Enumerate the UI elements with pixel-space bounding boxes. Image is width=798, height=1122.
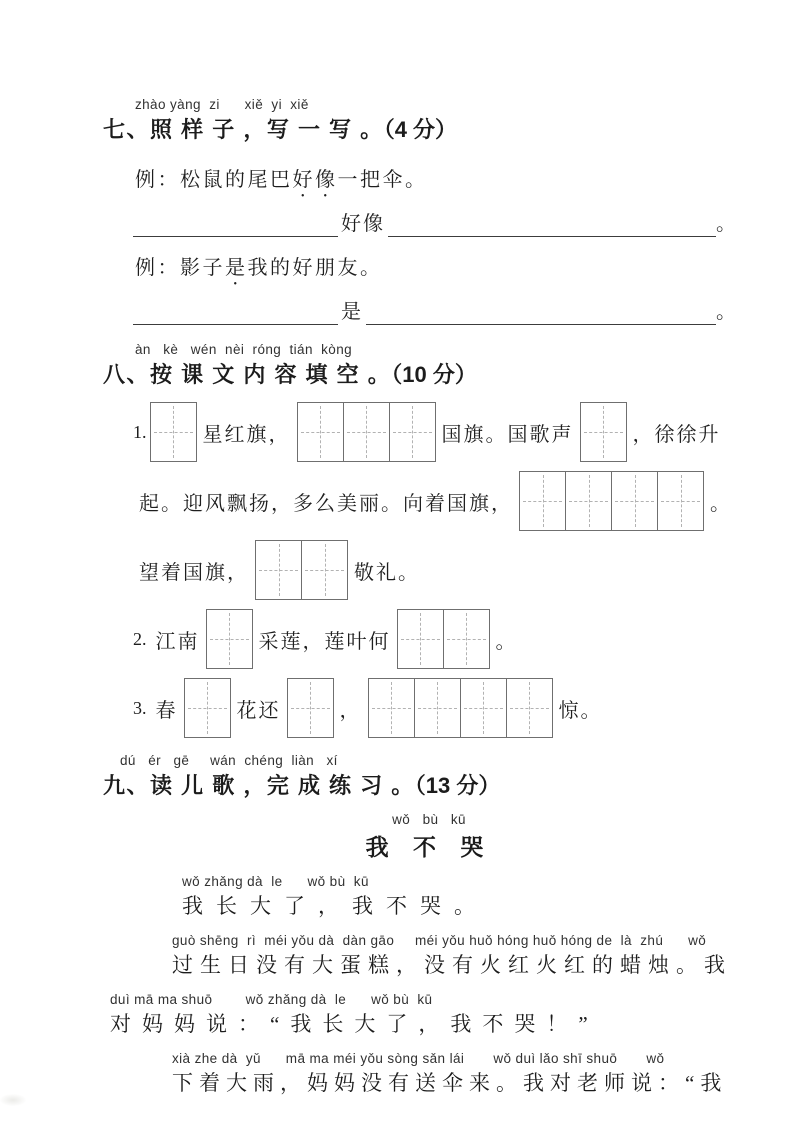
answer-box[interactable]	[443, 610, 489, 668]
answer-box[interactable]	[288, 679, 333, 737]
answer-blank[interactable]	[133, 298, 338, 325]
question-text: 江南	[155, 630, 200, 653]
answer-box[interactable]	[657, 472, 703, 530]
poem-line-4	[172, 1050, 798, 1098]
poem-line-4-pinyin: xià zhe dà yǔ mā ma méi yǒu sòng sǎn lái wǒ duì lǎo shī shuō wǒ	[172, 1051, 665, 1066]
fill1-period: 。	[716, 213, 736, 235]
fill2-connector: 是	[341, 301, 363, 323]
example1-emphasized: 好像	[292, 169, 338, 191]
answer-box-group[interactable]	[287, 678, 334, 738]
answer-blank[interactable]	[133, 210, 338, 237]
section8-title	[103, 360, 798, 390]
answer-box-group[interactable]	[184, 678, 231, 738]
question-text: 。	[495, 630, 518, 653]
poem-title-pinyin: wǒ bù kū	[392, 812, 466, 827]
question-text: ，徐徐升	[632, 423, 721, 446]
answer-box[interactable]	[414, 679, 460, 737]
fill-row-1	[133, 210, 736, 237]
question-text: 起。迎风飘扬，多么美丽。向着国旗，	[139, 492, 513, 515]
answer-box[interactable]	[185, 679, 230, 737]
poem-line-3-pinyin: duì mā ma shuō wǒ zhǎng dà le wǒ bù kū	[110, 992, 433, 1007]
answer-box-group[interactable]	[255, 540, 348, 600]
answer-box[interactable]	[301, 541, 347, 599]
answer-box-group[interactable]	[297, 402, 436, 462]
question-text: 国旗。国歌声	[441, 423, 574, 446]
section8-title-text: 八、按 课 文 内 容 填 空 。	[103, 362, 392, 387]
poem-line-2-text: 过生日没有大蛋糕，没有火红火红的蜡烛。我	[172, 953, 732, 977]
question1-line2	[133, 471, 798, 531]
question-text: 敬礼。	[354, 561, 420, 584]
question-number: 1.	[133, 421, 147, 442]
example-sentence-2	[135, 253, 798, 290]
poem-title: 我 不 哭	[365, 834, 493, 860]
section8-points: （10 分）	[391, 362, 477, 387]
section9-title	[103, 771, 798, 801]
section7-title	[103, 115, 798, 145]
question-text: 望着国旗，	[139, 561, 249, 584]
example2-pre: 例：影子	[135, 257, 225, 279]
poem-line-4-text: 下着大雨，妈妈没有送伞来。我对老师说：“我	[172, 1071, 728, 1095]
question-text: 。	[710, 492, 732, 515]
poem-line-1	[182, 873, 798, 921]
answer-box-group[interactable]	[150, 402, 197, 462]
answer-box[interactable]	[256, 541, 301, 599]
poem-title-block	[30, 811, 798, 862]
answer-box-group[interactable]	[368, 678, 553, 738]
question-number: 3.	[133, 697, 147, 718]
answer-box[interactable]	[298, 403, 343, 461]
question-text: ，	[339, 699, 362, 722]
question1-line3	[133, 540, 798, 600]
example1-post: 一把伞。	[337, 169, 428, 191]
answer-box[interactable]	[151, 403, 196, 461]
fill2-period: 。	[716, 301, 736, 323]
answer-box[interactable]	[369, 679, 414, 737]
answer-box-group[interactable]	[580, 402, 627, 462]
answer-box[interactable]	[460, 679, 506, 737]
section7-points: （4 分）	[383, 117, 458, 142]
question-number: 2.	[133, 628, 147, 649]
answer-box-group[interactable]	[397, 609, 490, 669]
example2-emphasized: 是	[225, 257, 248, 279]
example1-pre: 例：松鼠的尾巴	[135, 169, 293, 191]
poem-line-2-pinyin: guò shēng rì méi yǒu dà dàn gāo méi yǒu huǒ hóng huǒ hóng de là zhú wǒ	[172, 933, 707, 948]
section9-pinyin: dú ér gē wán chéng liàn xí	[120, 753, 338, 768]
section7-title-text: 七、照 样 子 ，写 一 写 。	[103, 117, 384, 142]
fill1-connector: 好像	[341, 213, 385, 235]
poem-line-2	[172, 932, 798, 980]
question-text: 采莲，莲叶何	[258, 630, 391, 653]
example2-post: 我的好朋友。	[247, 257, 383, 279]
section7-pinyin: zhào yàng zi xiě yi xiě	[135, 97, 309, 112]
answer-box[interactable]	[581, 403, 626, 461]
question1-line1	[133, 402, 798, 462]
question-text: 花还	[236, 699, 281, 722]
fill-row-2	[133, 298, 736, 325]
section9-title-text: 九、读 儿 歌 ，完 成 练 习 。	[103, 773, 415, 798]
answer-blank[interactable]	[388, 210, 716, 237]
poem-line-1-text: 我长大了，我不哭。	[182, 894, 488, 918]
answer-box[interactable]	[389, 403, 435, 461]
answer-box-group[interactable]	[206, 609, 253, 669]
question-text: 春	[155, 699, 178, 722]
question3-line	[133, 678, 798, 738]
section9-points: （13 分）	[414, 773, 501, 798]
question2-line	[133, 609, 798, 669]
answer-blank[interactable]	[366, 298, 716, 325]
example-sentence-1	[135, 165, 798, 202]
answer-box[interactable]	[343, 403, 389, 461]
answer-box[interactable]	[611, 472, 657, 530]
answer-box-group[interactable]	[519, 471, 704, 531]
answer-box[interactable]	[398, 610, 443, 668]
answer-box[interactable]	[506, 679, 552, 737]
poem-line-3	[110, 991, 798, 1039]
answer-box[interactable]	[520, 472, 565, 530]
question-text: 惊。	[558, 699, 603, 722]
poem-line-3-text: 对妈妈说：“我长大了，我不哭！”	[110, 1012, 599, 1036]
question-text: 星红旗，	[202, 423, 291, 446]
answer-box[interactable]	[565, 472, 611, 530]
answer-box[interactable]	[207, 610, 252, 668]
section8-pinyin: àn kè wén nèi róng tián kòng	[135, 342, 353, 357]
scan-artifact	[0, 1094, 26, 1106]
poem-line-1-pinyin: wǒ zhǎng dà le wǒ bù kū	[182, 874, 369, 889]
